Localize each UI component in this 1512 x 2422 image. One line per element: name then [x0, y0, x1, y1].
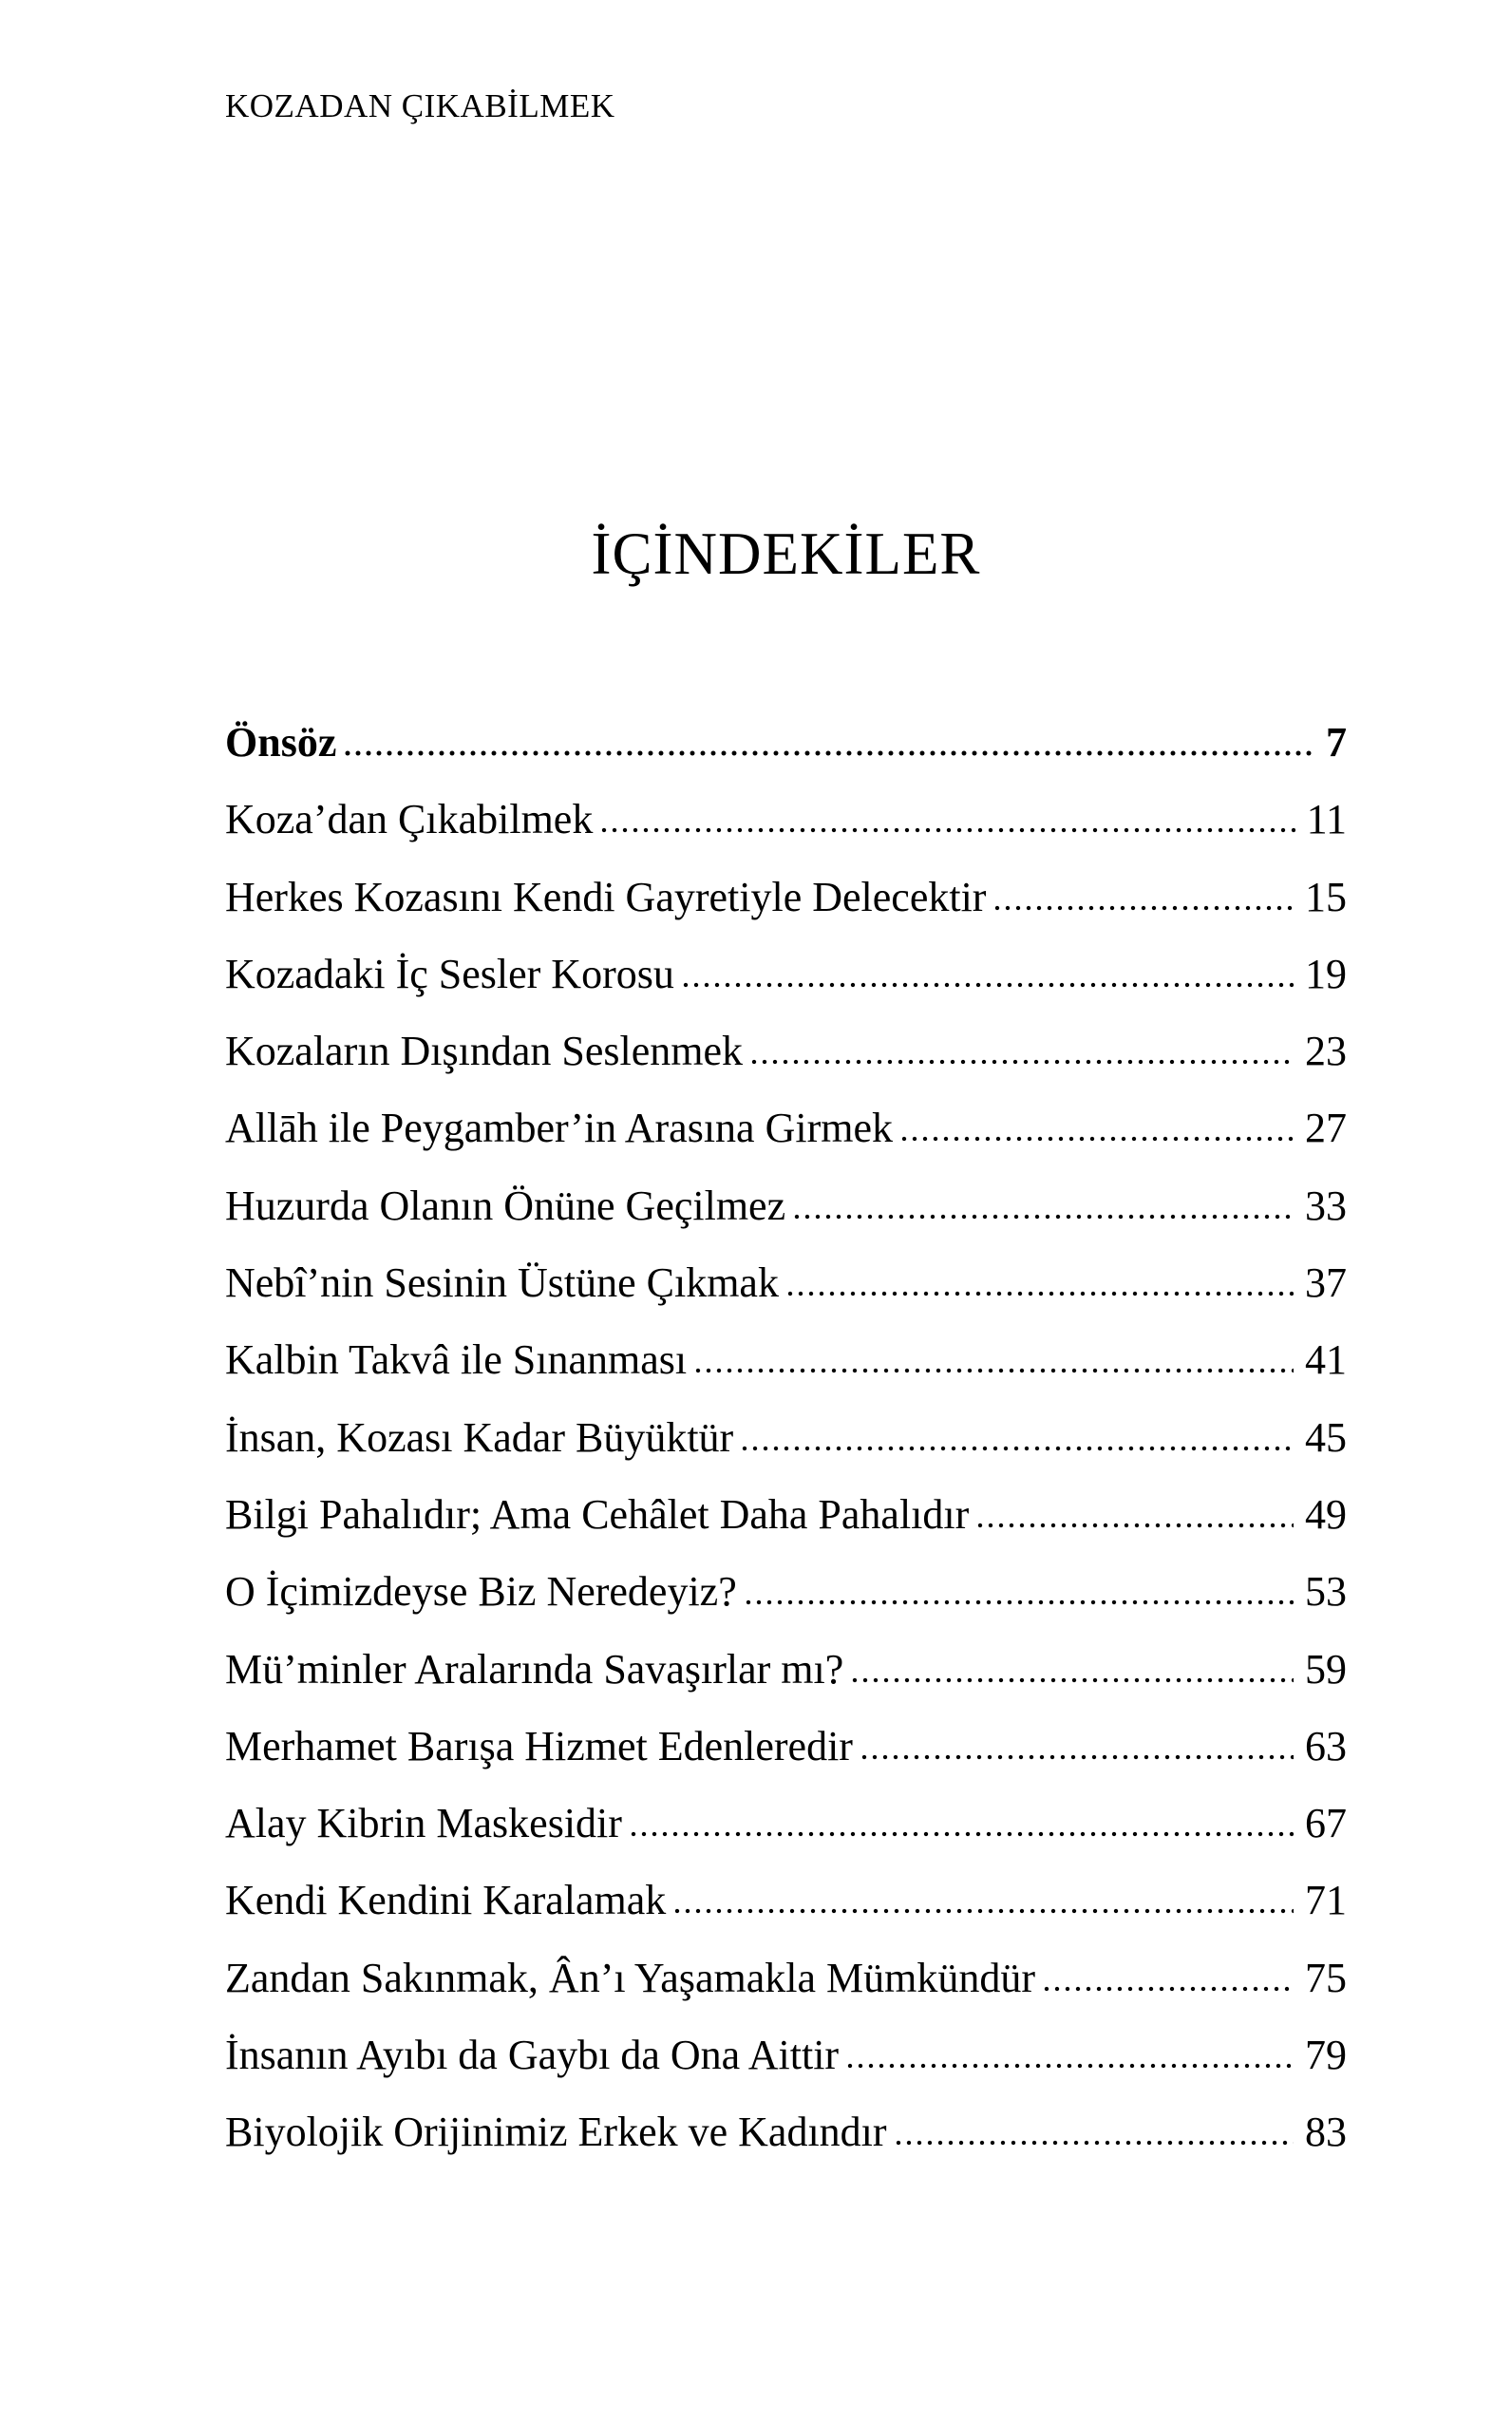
toc-entry: [225, 1399, 1347, 1476]
toc-entry: [225, 936, 1347, 1012]
toc-leader-dots: [751, 1059, 1294, 1065]
toc-entry-label: Kozadaki İç Sesler Korosu: [225, 950, 674, 997]
toc-entry: [225, 1785, 1347, 1862]
toc-leader-dots: [896, 2140, 1294, 2146]
toc-entry: [225, 1553, 1347, 1630]
toc-entry: [225, 1631, 1347, 1708]
toc-entry: [225, 1939, 1347, 2016]
toc-entry-label: Zandan Sakınmak, Ân’ı Yaşamakla Mümkündür: [225, 1954, 1035, 2001]
toc-entry: [225, 1244, 1347, 1321]
toc-entry-page: 33: [1305, 1182, 1347, 1229]
toc-entry-label: Önsöz: [225, 719, 337, 766]
toc-leader-dots: [746, 1599, 1294, 1605]
toc-entry-label: Herkes Kozasını Kendi Gayretiyle Delecektir: [225, 873, 987, 920]
running-header: KOZADAN ÇIKABİLMEK: [225, 87, 615, 124]
toc-entry-label: Kendi Kendini Karalamak: [225, 1877, 667, 1924]
toc-leader-dots: [852, 1677, 1294, 1683]
toc-entry: [225, 781, 1347, 858]
toc-entry-label: Mü’minler Aralarında Savaşırlar mı?: [225, 1645, 844, 1693]
toc-list: [225, 704, 1347, 2171]
toc-entry: [225, 704, 1347, 781]
toc-entry: [225, 1476, 1347, 1553]
toc-entry-label: O İçimizdeyse Biz Neredeyiz?: [225, 1568, 737, 1616]
toc-entry-page: 71: [1305, 1877, 1347, 1924]
toc-entry: [225, 1012, 1347, 1089]
toc-entry: [225, 1321, 1347, 1398]
toc-leader-dots: [901, 1136, 1294, 1142]
toc-entry-page: 11: [1306, 796, 1347, 843]
toc-leader-dots: [742, 1446, 1294, 1451]
toc-entry: [225, 1708, 1347, 1785]
toc-entry-label: İnsanın Ayıbı da Gaybı da Ona Aittir: [225, 2032, 840, 2079]
toc-entry-page: 59: [1305, 1645, 1347, 1693]
toc-entry-label: Merhamet Barışa Hizmet Edenleredir: [225, 1722, 853, 1769]
toc-entry-page: 83: [1305, 2109, 1347, 2156]
toc-leader-dots: [1044, 1986, 1294, 1992]
toc-entry: [225, 1089, 1347, 1166]
toc-leader-dots: [631, 1831, 1294, 1837]
toc-entry: [225, 1167, 1347, 1244]
toc-entry-page: 41: [1305, 1336, 1347, 1384]
toc-entry-label: Koza’dan Çıkabilmek: [225, 796, 594, 843]
toc-entry-label: İnsan, Kozası Kadar Büyüktür: [225, 1413, 734, 1461]
toc-entry-label: Allāh ile Peygamber’in Arasına Girmek: [225, 1105, 893, 1152]
toc-leader-dots: [345, 750, 1314, 756]
toc-entry-label: Nebî’nin Sesinin Üstüne Çıkmak: [225, 1259, 779, 1307]
toc-entry-page: 23: [1305, 1028, 1347, 1075]
toc-entry-page: 53: [1305, 1568, 1347, 1616]
toc-leader-dots: [977, 1523, 1294, 1528]
toc-leader-dots: [674, 1908, 1294, 1914]
toc-entry-page: 79: [1305, 2032, 1347, 2079]
toc-entry-page: 45: [1305, 1413, 1347, 1461]
toc-entry-page: 27: [1305, 1105, 1347, 1152]
toc-entry-label: Biyolojik Orijinimiz Erkek ve Kadındır: [225, 2109, 887, 2156]
toc-leader-dots: [601, 827, 1295, 833]
toc-entry-page: 15: [1305, 873, 1347, 920]
page-title: İÇİNDEKİLER: [591, 520, 981, 587]
toc-leader-dots: [847, 2063, 1294, 2069]
toc-leader-dots: [695, 1368, 1294, 1373]
toc-leader-dots: [794, 1214, 1294, 1220]
toc-entry-label: Kozaların Dışından Seslenmek: [225, 1028, 743, 1075]
toc-entry-label: Bilgi Pahalıdır; Ama Cehâlet Daha Pahalıdır: [225, 1490, 970, 1538]
toc-entry: [225, 859, 1347, 936]
toc-entry-page: 63: [1305, 1722, 1347, 1769]
toc-entry-label: Huzurda Olanın Önüne Geçilmez: [225, 1182, 786, 1229]
toc-entry-page: 19: [1305, 950, 1347, 997]
toc-entry-label: Alay Kibrin Maskesidir: [225, 1800, 622, 1847]
toc-leader-dots: [683, 982, 1294, 988]
toc-entry-page: 67: [1305, 1800, 1347, 1847]
toc-entry-label: Kalbin Takvâ ile Sınanması: [225, 1336, 688, 1384]
toc-entry: [225, 1862, 1347, 1939]
toc-entry-page: 7: [1326, 719, 1347, 766]
toc-leader-dots: [787, 1291, 1294, 1296]
toc-leader-dots: [861, 1754, 1294, 1760]
toc-entry: [225, 2093, 1347, 2170]
toc-entry-page: 49: [1305, 1490, 1347, 1538]
toc-leader-dots: [994, 905, 1294, 911]
toc-entry-page: 75: [1305, 1954, 1347, 2001]
toc-entry: [225, 2016, 1347, 2093]
toc-entry-page: 37: [1305, 1259, 1347, 1307]
